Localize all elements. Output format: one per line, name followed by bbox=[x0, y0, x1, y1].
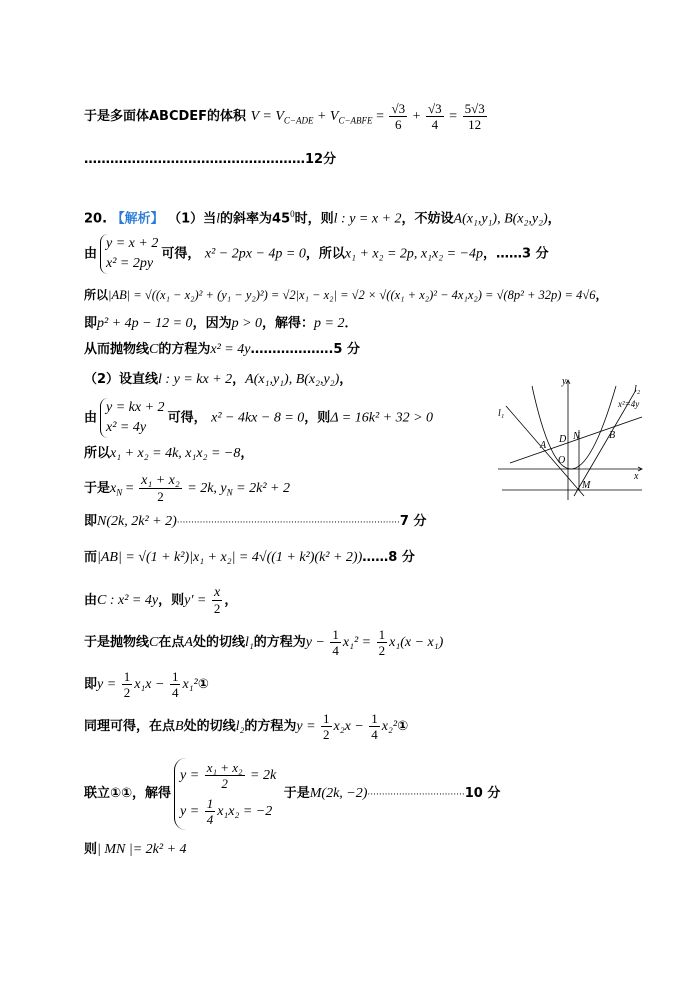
text: 由 bbox=[84, 410, 98, 426]
frac-1-2 bbox=[122, 669, 133, 700]
text: 处的切线 bbox=[192, 635, 245, 650]
l1-label: l₁ bbox=[498, 408, 505, 419]
line-equation-2: l : y = kx + 2 bbox=[158, 372, 233, 387]
line-equation: l : y = x + 2 bbox=[333, 211, 402, 227]
text: ， bbox=[232, 372, 246, 387]
math: y = bbox=[180, 803, 203, 819]
vieta-result: x₁ + x₂ = 2p, x₁x₂ = −4p bbox=[344, 246, 483, 262]
math: = bbox=[122, 481, 138, 496]
p-eq: p² + 4p − 12 = 0 bbox=[97, 316, 193, 331]
frac-num: x₁ + x₂ bbox=[141, 473, 180, 488]
frac-1-4 bbox=[170, 669, 181, 700]
score-3: 3 分 bbox=[522, 246, 549, 262]
text: 在点 bbox=[158, 635, 185, 650]
origin-label: O bbox=[558, 455, 566, 466]
frac-num: 5√3 bbox=[464, 101, 485, 116]
p-equation-line bbox=[84, 314, 358, 334]
math: y = bbox=[97, 677, 120, 692]
frac-den: 4 bbox=[171, 685, 179, 700]
math: y − bbox=[305, 635, 329, 650]
p-value: p = 2 bbox=[314, 316, 345, 331]
frac-sum bbox=[205, 760, 245, 791]
system-1-line bbox=[84, 234, 549, 274]
l2-label: l₂ bbox=[634, 384, 641, 395]
frac-den: 2 bbox=[213, 601, 221, 616]
text: 由 bbox=[84, 246, 98, 262]
frac-den: 4 bbox=[371, 727, 378, 742]
text: 时，则 bbox=[294, 211, 334, 227]
frac-1-4 bbox=[330, 627, 341, 658]
text: 于是 bbox=[84, 481, 111, 496]
frac-num: 1 bbox=[332, 627, 339, 642]
math: x₁² = bbox=[342, 635, 375, 650]
text: ，所以 bbox=[305, 246, 345, 262]
quadratic-eq: x² − 2px − 4p = 0 bbox=[204, 246, 306, 262]
degree-sup: 0 bbox=[290, 209, 295, 219]
text: ，不妨设 bbox=[401, 211, 454, 227]
text: ， bbox=[224, 593, 238, 608]
text: 从而抛物线 bbox=[84, 342, 150, 357]
score-12: 12分 bbox=[305, 152, 337, 167]
text: 可得， bbox=[161, 246, 201, 262]
text: ， bbox=[547, 211, 561, 227]
math: = 2k bbox=[246, 767, 277, 783]
text: 所以 bbox=[84, 288, 109, 302]
frac-num: 1 bbox=[123, 669, 131, 684]
points-ab: A(x₁,y₁), B(x₂,y₂) bbox=[453, 211, 548, 227]
frac-den: 6 bbox=[395, 117, 402, 132]
eq1-line bbox=[84, 668, 209, 702]
dots: ………………. bbox=[250, 342, 334, 357]
ab-formula: |AB| = √((x₁ − x₂)² + (y₁ − y₂)²) = √2|x₁ − x₂| = √2 × √((x₁ + x₂)² − 4x₁x₂) = √(8p² + 32p) = 4√6 bbox=[108, 288, 596, 302]
parabola-curve bbox=[532, 386, 616, 469]
math: x bbox=[110, 481, 117, 496]
text: 所以 bbox=[84, 446, 111, 461]
text: （2）设直线 bbox=[84, 372, 159, 387]
mn-length: | MN |= 2k² + 4 bbox=[97, 842, 187, 857]
frac-den: 2 bbox=[323, 727, 330, 742]
text: 的方程为 bbox=[253, 635, 306, 650]
frac-den: 4 bbox=[431, 117, 439, 132]
frac-1-4 bbox=[205, 796, 216, 827]
math: l bbox=[216, 211, 221, 227]
tangent-1-line bbox=[84, 626, 443, 660]
text: 处的切线 bbox=[183, 719, 236, 734]
text: 联立①①，解得 bbox=[84, 786, 172, 801]
quadratic-eq-2: x² − 4kx − 8 = 0 bbox=[211, 410, 305, 426]
frac-num: x₁ + x₂ bbox=[206, 759, 243, 775]
frac-num: 1 bbox=[371, 711, 378, 726]
math: x₁(x − x₁) bbox=[389, 635, 444, 650]
volume-eq-2: = bbox=[445, 109, 461, 124]
text: （1）当 bbox=[168, 211, 217, 227]
frac-den: 2 bbox=[157, 489, 164, 504]
text: ，则 bbox=[304, 410, 331, 426]
dots: ·································· bbox=[367, 790, 465, 800]
math: x₂² bbox=[381, 719, 398, 734]
frac-5sqrt3-12 bbox=[463, 101, 487, 132]
system-1 bbox=[100, 234, 158, 274]
ab-formula-2: |AB| = √(1 + k²)|x₁ + x₂| = 4√((1 + k²)(k² + 2)) bbox=[97, 550, 363, 565]
frac-num: √3 bbox=[391, 101, 406, 116]
score-line-12 bbox=[84, 150, 336, 170]
math: C bbox=[149, 635, 159, 650]
q20-header bbox=[84, 204, 561, 229]
text: 而 bbox=[84, 550, 98, 565]
text: 的方程为 bbox=[244, 719, 297, 734]
frac-1-2 bbox=[377, 627, 388, 658]
tangent-l1 bbox=[506, 406, 584, 496]
system-row: y = kx + 2 bbox=[106, 400, 165, 415]
parabola-label: x²=4y bbox=[618, 399, 640, 409]
discriminant: Δ = 16k² + 32 > 0 bbox=[330, 410, 434, 426]
system-row: x² = 4y bbox=[106, 420, 147, 435]
volume-plus-2: + bbox=[409, 109, 425, 124]
math: l₁ bbox=[244, 635, 254, 650]
text: ，则 bbox=[158, 593, 185, 608]
parabola-figure bbox=[492, 372, 652, 504]
parabola-equation-line bbox=[84, 340, 360, 360]
system-2-line bbox=[84, 398, 433, 438]
ab-length-line bbox=[84, 285, 608, 305]
text: ， bbox=[240, 446, 254, 461]
mn-length-line bbox=[84, 840, 187, 860]
system-row bbox=[180, 794, 276, 830]
points-ab-2: A(x₁,y₁), B(x₂,y₂) bbox=[245, 372, 340, 387]
derivative: y′ = bbox=[184, 593, 210, 608]
frac-den: 4 bbox=[332, 643, 339, 658]
dots: ，…… bbox=[483, 246, 523, 262]
m-point: M(2k, −2) bbox=[309, 786, 368, 801]
x-label: x bbox=[634, 471, 639, 482]
sub: N bbox=[116, 487, 123, 498]
math: x₁² bbox=[182, 677, 198, 692]
math: x₁x − bbox=[134, 677, 168, 692]
text: 于是 bbox=[283, 786, 310, 801]
volume-sub-2: C−ABFE bbox=[338, 115, 373, 126]
volume-line bbox=[84, 100, 489, 138]
frac-den: 2 bbox=[123, 685, 131, 700]
vieta-line bbox=[84, 444, 253, 464]
text: 即 bbox=[84, 316, 98, 331]
n-point-line bbox=[84, 512, 426, 533]
score-8: 8 分 bbox=[388, 550, 415, 565]
volume-plus: + V bbox=[313, 109, 339, 124]
frac-den: 12 bbox=[468, 117, 482, 132]
system-row bbox=[180, 758, 276, 794]
math: A bbox=[184, 635, 193, 650]
text: ， bbox=[595, 288, 608, 302]
volume-sub-1: C−ADE bbox=[283, 115, 314, 126]
score-5: 5 分 bbox=[333, 342, 360, 357]
point-d-label: D bbox=[559, 434, 567, 445]
text: ． bbox=[344, 316, 358, 331]
vieta-eq: x₁ + x₂ = 4k, x₁x₂ = −8 bbox=[110, 446, 241, 461]
dots: …… bbox=[362, 550, 389, 565]
midpoint-line bbox=[84, 472, 290, 510]
math: y = bbox=[180, 767, 203, 783]
circle-mark: ① bbox=[397, 719, 409, 734]
parabola-eq: C : x² = 4y bbox=[97, 593, 159, 608]
text: 同理可得，在点 bbox=[84, 719, 176, 734]
text: 即 bbox=[84, 677, 98, 692]
math: C bbox=[149, 342, 159, 357]
frac-den: 2 bbox=[221, 775, 228, 791]
frac-xn bbox=[139, 473, 182, 504]
point-a-label: A bbox=[540, 440, 547, 451]
text: 可得， bbox=[167, 410, 207, 426]
text: ，解得： bbox=[262, 316, 315, 331]
text: ， bbox=[339, 372, 353, 387]
tangent-2-line bbox=[84, 710, 408, 744]
ab-length-line-2 bbox=[84, 548, 415, 568]
dots: ·············································································· bbox=[176, 518, 400, 528]
sub: N bbox=[226, 487, 233, 498]
score-dots: …………………………………………… bbox=[84, 152, 305, 167]
math: x₂x − bbox=[333, 719, 368, 734]
frac-den: 2 bbox=[378, 643, 386, 658]
score-7: 7 分 bbox=[399, 514, 427, 529]
text: 由 bbox=[84, 593, 98, 608]
math: B bbox=[175, 719, 184, 734]
volume-eq: = bbox=[372, 109, 388, 124]
volume-text: 于是多面体ABCDEF的体积 bbox=[84, 109, 247, 124]
math: = 2k, y bbox=[183, 481, 227, 496]
frac-num: x bbox=[212, 585, 223, 601]
p-cond: p > 0 bbox=[231, 316, 263, 331]
frac-1-2 bbox=[321, 711, 332, 742]
system-row: y = x + 2 bbox=[106, 236, 159, 251]
frac-num: 1 bbox=[378, 627, 386, 642]
frac-den: 4 bbox=[206, 811, 214, 827]
frac-num: √3 bbox=[428, 101, 442, 116]
point-m-label: M bbox=[582, 480, 591, 491]
frac-sqrt3-6 bbox=[389, 101, 407, 132]
text: ，因为 bbox=[192, 316, 232, 331]
question-number: 20. bbox=[84, 211, 108, 227]
math: x₁x₂ = −2 bbox=[217, 803, 273, 819]
frac-num: 1 bbox=[206, 795, 214, 811]
part2-line bbox=[84, 370, 352, 390]
frac-num: 1 bbox=[323, 711, 330, 726]
frac-x-2 bbox=[212, 585, 223, 616]
text: 则 bbox=[84, 842, 98, 857]
parabola-eq: x² = 4y bbox=[210, 342, 251, 357]
n-point: N(2k, 2k² + 2) bbox=[97, 514, 177, 529]
volume-formula: V = V bbox=[250, 109, 284, 124]
frac-num: 1 bbox=[171, 669, 179, 684]
system-3 bbox=[174, 758, 276, 830]
frac-sqrt3-4 bbox=[426, 101, 444, 132]
derivative-line bbox=[84, 584, 237, 618]
circle-mark: ① bbox=[197, 677, 209, 692]
point-n-label: N bbox=[573, 431, 580, 442]
analysis-tag: 【解析】 bbox=[111, 211, 164, 227]
text: 的斜率为45 bbox=[220, 211, 291, 227]
y-label: y bbox=[562, 376, 567, 387]
math: = 2k² + 2 bbox=[232, 481, 290, 496]
joint-solve-line bbox=[84, 752, 500, 836]
text: 即 bbox=[84, 514, 98, 529]
system-2 bbox=[100, 398, 165, 438]
math: y = bbox=[296, 719, 320, 734]
score-10: 10 分 bbox=[464, 786, 501, 801]
text: 的方程为 bbox=[158, 342, 211, 357]
point-b-label: B bbox=[609, 430, 616, 441]
system-row: x² = 2py bbox=[106, 256, 154, 271]
frac-1-4 bbox=[369, 711, 380, 742]
text: 于是抛物线 bbox=[84, 635, 150, 650]
math: l₂ bbox=[235, 719, 245, 734]
